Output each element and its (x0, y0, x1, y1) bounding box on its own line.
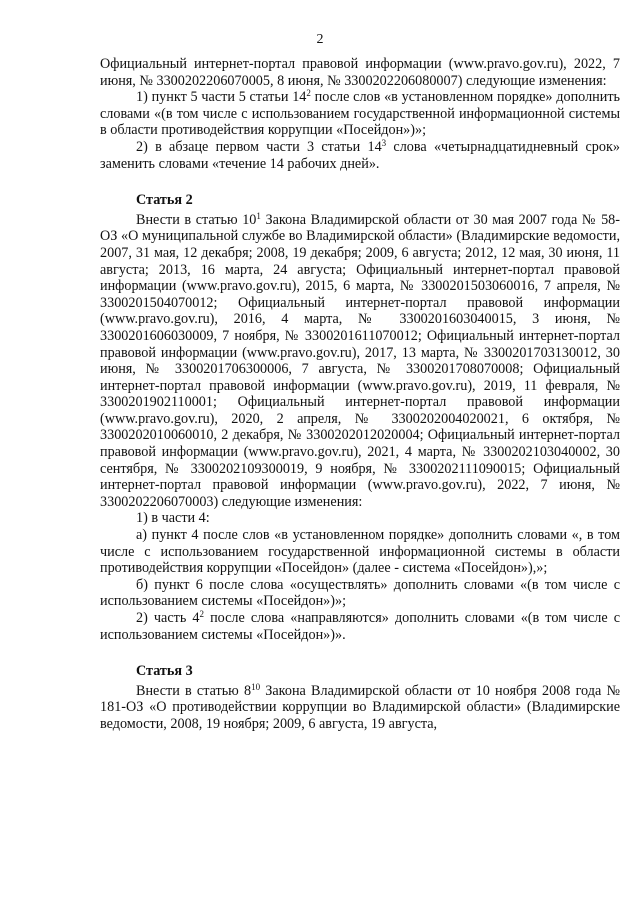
article-2-item-1b: б) пункт 6 после слова «осуществлять» дополнить словами «(в том числе с использованием системы «Посейдон»)»; (100, 576, 620, 610)
article-2-body: Внести в статью $10^1$ Закона Владимирской области от 30 мая 2007 года № 58-ОЗ «О муниципальной службе во Владимирской области» (Владимирские ведомости, 2007, 31 мая, 12 декабря; 2008, 19 декабря; 2009, 6 августа; 2012, 12 мая, 30 июня, 11 августа; 2013, 16 марта, 24 августа; Официальный интернет-портал правовой информации (www.pravo.gov.ru), 2015, 6 марта, № 3300201503060016, 7 апреля, № 3300201504070012; Официальный интернет-портал правовой информации (www.pravo.gov.ru), 2016, 4 марта, № 3300201603040015, 3 июня, № 3300201606030009, 7 ноября, № 3300201611070012; Официальный интернет-портал правовой информации (www.pravo.gov.ru), 2017, 13 марта, № 3300201703130012, 30 июня, № 3300201706300006, 7 августа, № 3300201708070008; Официальный интернет-портал правовой информации (www.pravo.gov.ru), 2019, 11 февраля, № 3300201902110001; Официальный интернет-портал правовой информации (www.pravo.gov.ru), 2020, 2 апреля, № 3300202004020021, 6 октября, № 3300202010060010, 2 декабря, № 3300202012020004; Официальный интернет-портал правовой информации (www.pravo.gov.ru), 2021, 4 марта, № 3300202103040002, 30 сентября, № 3300202109300019, 9 ноября, № 3300202111090015; Официальный интернет-портал правовой информации (www.pravo.gov.ru), 2022, 7 июня, № 3300202206070003) следующие изменения: (100, 210, 620, 510)
article-3-heading: Статья 3 (136, 663, 193, 680)
article-2-item-1a: а) пункт 4 после слов «в установленном порядке» дополнить словами «, в том числе с использованием государственной информационной системы в области противодействия коррупции «Посейдон» (далее - система «Посейдон»),»; (100, 527, 620, 577)
paragraph-intro: Официальный интернет-портал правовой информации (www.pravo.gov.ru), 2022, 7 июня, № 3300202206070005, 8 июня, № 3300202206080007) следующие изменения: (100, 56, 620, 89)
document-body (100, 56, 620, 733)
paragraph-item-1: 1) пункт 5 части 5 статьи $14^2$ после слов «в установленном порядке» дополнить словами «(в том числе с использованием государственной информационной системы в области противодействия коррупции «Посейдон»)»; (100, 88, 621, 139)
article-3-body: Внести в статью $8^{10}$ Закона Владимирской области от 10 ноября 2008 года № 181-ОЗ «О противодействии коррупции во Владимирской области» (Владимирские ведомости, 2008, 19 ноября; 2009, 6 августа, 19 августа, (100, 681, 621, 732)
article-2-item-1: 1) в части 4: (136, 510, 210, 527)
page-number: 2 (316, 32, 324, 47)
paragraph-item-2: 2) в абзаце первом части 3 статьи $14^3$ слова «четырнадцатидневный срок» заменить словами «течение 14 рабочих дней». (100, 137, 620, 172)
article-2-heading: Статья 2 (136, 192, 193, 209)
article-2-item-2: 2) часть $4^2$ после слова «направляются» дополнить словами «(в том числе с использованием системы «Посейдон»)». (100, 609, 620, 643)
